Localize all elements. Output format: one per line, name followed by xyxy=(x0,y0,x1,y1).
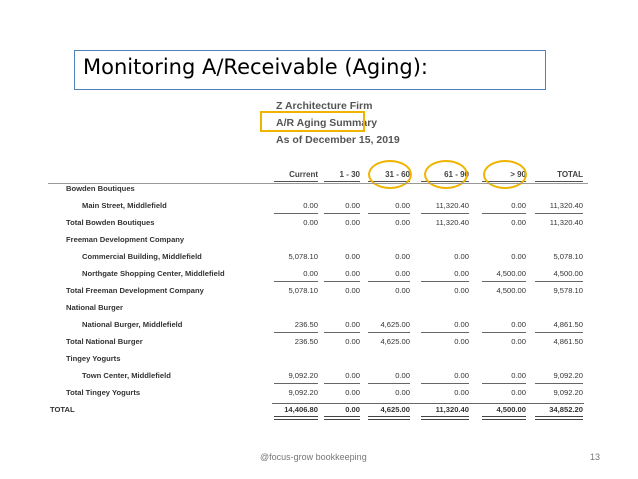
amount-cell: 0.00 xyxy=(511,320,526,329)
amount-cell: 0.00 xyxy=(345,201,360,210)
job-row-label: Town Center, Middlefield xyxy=(82,371,171,380)
amount-cell: 0.00 xyxy=(454,286,469,295)
customer-row-label: Bowden Boutiques xyxy=(66,184,135,193)
amount-cell: 0.00 xyxy=(511,337,526,346)
amount-cell: 0.00 xyxy=(511,388,526,397)
amount-cell: 0.00 xyxy=(454,252,469,261)
subtotal-rule xyxy=(535,213,583,214)
subtotal-rule xyxy=(324,281,360,282)
job-row-label: National Burger, Middlefield xyxy=(82,320,183,329)
subtotal-rule xyxy=(421,383,469,384)
header-highlight-circle xyxy=(483,160,527,189)
column-header: TOTAL xyxy=(557,170,583,179)
subtotal-rule xyxy=(274,383,318,384)
customer-row-label: Freeman Development Company xyxy=(66,235,185,244)
amount-cell: 9,092.20 xyxy=(553,388,583,397)
amount-cell: 11,320.40 xyxy=(435,201,469,210)
subtotal-rule xyxy=(324,213,360,214)
subtotal-rule xyxy=(421,332,469,333)
amount-cell: 0.00 xyxy=(395,286,410,295)
grand-total-double-rule xyxy=(368,416,410,420)
amount-cell: 9,578.10 xyxy=(553,286,583,295)
job-row-label: Main Street, Middlefield xyxy=(82,201,167,210)
amount-cell: 9,092.20 xyxy=(288,388,318,397)
customer-row-label: Total Bowden Boutiques xyxy=(66,218,155,227)
customer-row-label: National Burger xyxy=(66,303,123,312)
customer-row-label: Total Tingey Yogurts xyxy=(66,388,141,397)
amount-cell: 11,320.40 xyxy=(549,201,583,210)
amount-cell: 5,078.10 xyxy=(288,286,318,295)
subtotal-rule xyxy=(421,213,469,214)
amount-cell: 4,500.00 xyxy=(496,405,526,414)
subtotal-rule xyxy=(274,281,318,282)
column-header: 1 - 30 xyxy=(339,170,360,179)
amount-cell: 0.00 xyxy=(395,218,410,227)
grand-total-double-rule xyxy=(421,416,469,420)
amount-cell: 4,500.00 xyxy=(496,286,526,295)
grand-total-double-rule xyxy=(535,416,583,420)
amount-cell: 4,625.00 xyxy=(380,320,410,329)
job-row-label: Commercial Building, Middlefield xyxy=(82,252,202,261)
header-underline xyxy=(274,181,318,182)
column-header: 61 - 90 xyxy=(444,170,469,179)
header-underline xyxy=(324,181,360,182)
amount-cell: 0.00 xyxy=(345,218,360,227)
amount-cell: 0.00 xyxy=(303,218,318,227)
amount-cell: 5,078.10 xyxy=(288,252,318,261)
amount-cell: 0.00 xyxy=(395,269,410,278)
amount-cell: 0.00 xyxy=(454,320,469,329)
amount-cell: 0.00 xyxy=(454,269,469,278)
report-name-highlight xyxy=(260,111,365,132)
amount-cell: 34,852.20 xyxy=(549,405,583,414)
amount-cell: 0.00 xyxy=(345,320,360,329)
subtotal-rule xyxy=(535,332,583,333)
amount-cell: 0.00 xyxy=(511,252,526,261)
subtotal-rule xyxy=(421,281,469,282)
subtotal-rule xyxy=(368,332,410,333)
subtotal-rule xyxy=(482,332,526,333)
subtotal-rule xyxy=(324,383,360,384)
amount-cell: 0.00 xyxy=(454,388,469,397)
amount-cell: 0.00 xyxy=(395,371,410,380)
slide-title-box xyxy=(74,50,546,90)
report-date: As of December 15, 2019 xyxy=(276,134,400,146)
amount-cell: 236.50 xyxy=(294,337,318,346)
amount-cell: 236.50 xyxy=(294,320,318,329)
amount-cell: 0.00 xyxy=(345,337,360,346)
subtotal-rule xyxy=(535,383,583,384)
subtotal-rule xyxy=(482,383,526,384)
amount-cell: 0.00 xyxy=(345,252,360,261)
amount-cell: 0.00 xyxy=(511,218,526,227)
header-highlight-circle xyxy=(368,160,412,189)
amount-cell: 0.00 xyxy=(395,388,410,397)
subtotal-rule xyxy=(368,281,410,282)
subtotal-rule xyxy=(274,213,318,214)
subtotal-rule xyxy=(482,281,526,282)
page-number: 13 xyxy=(590,452,601,462)
amount-cell: 0.00 xyxy=(345,286,360,295)
amount-cell: 11,320.40 xyxy=(435,405,469,414)
amount-cell: 0.00 xyxy=(395,252,410,261)
grand-total-double-rule xyxy=(324,416,360,420)
column-header: > 90 xyxy=(510,170,526,179)
amount-cell: 0.00 xyxy=(511,201,526,210)
amount-cell: 0.00 xyxy=(345,269,360,278)
header-highlight-circle xyxy=(424,160,468,189)
amount-cell: 4,625.00 xyxy=(380,405,410,414)
amount-cell: 9,092.20 xyxy=(288,371,318,380)
amount-cell: 0.00 xyxy=(345,405,360,414)
total-top-rule xyxy=(272,403,584,404)
grand-total-double-rule xyxy=(482,416,526,420)
subtotal-rule xyxy=(324,332,360,333)
amount-cell: 4,500.00 xyxy=(496,269,526,278)
amount-cell: 4,625.00 xyxy=(380,337,410,346)
amount-cell: 14,406.80 xyxy=(284,405,318,414)
amount-cell: 4,861.50 xyxy=(553,337,583,346)
amount-cell: 0.00 xyxy=(454,371,469,380)
customer-row-label: Tingey Yogurts xyxy=(66,354,121,363)
subtotal-rule xyxy=(535,281,583,282)
amount-cell: 11,320.40 xyxy=(549,218,583,227)
amount-cell: 4,500.00 xyxy=(553,269,583,278)
customer-row-label: Total Freeman Development Company xyxy=(66,286,204,295)
grand-total-label: TOTAL xyxy=(50,405,75,414)
slide-footer: @focus-grow bookkeeping xyxy=(260,452,367,462)
subtotal-rule xyxy=(368,383,410,384)
amount-cell: 0.00 xyxy=(511,371,526,380)
report-name: A/R Aging Summary xyxy=(276,117,378,129)
header-underline xyxy=(535,181,583,182)
firm-name: Z Architecture Firm xyxy=(276,100,373,112)
amount-cell: 11,320.40 xyxy=(435,218,469,227)
amount-cell: 0.00 xyxy=(303,201,318,210)
amount-cell: 0.00 xyxy=(395,201,410,210)
grand-total-double-rule xyxy=(274,416,318,420)
amount-cell: 0.00 xyxy=(303,269,318,278)
amount-cell: 4,861.50 xyxy=(553,320,583,329)
column-header: Current xyxy=(289,170,318,179)
customer-row-label: Total National Burger xyxy=(66,337,143,346)
column-header: 31 - 60 xyxy=(385,170,410,179)
subtotal-rule xyxy=(368,213,410,214)
slide-title: Monitoring A/Receivable (Aging): xyxy=(83,55,428,79)
amount-cell: 5,078.10 xyxy=(553,252,583,261)
amount-cell: 9,092.20 xyxy=(553,371,583,380)
subtotal-rule xyxy=(482,213,526,214)
amount-cell: 0.00 xyxy=(345,388,360,397)
job-row-label: Northgate Shopping Center, Middlefield xyxy=(82,269,225,278)
amount-cell: 0.00 xyxy=(454,337,469,346)
subtotal-rule xyxy=(274,332,318,333)
amount-cell: 0.00 xyxy=(345,371,360,380)
